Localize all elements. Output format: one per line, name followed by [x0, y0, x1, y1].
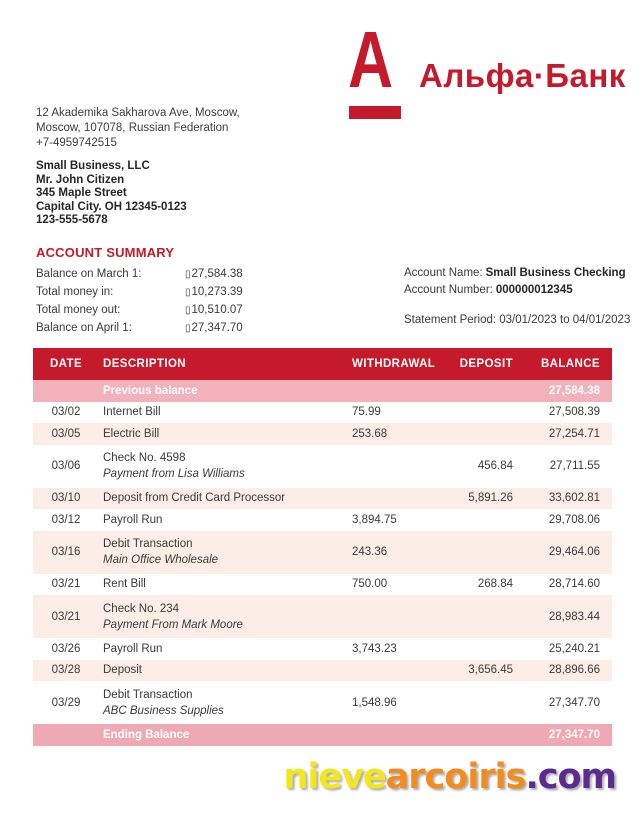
bank-address-block — [36, 106, 240, 151]
cell-balance: 27,254.71 — [548, 427, 600, 440]
account-summary-table — [36, 265, 243, 337]
table-row — [33, 681, 612, 724]
cell-description — [99, 595, 352, 638]
recipient-city: Capital City. OH 12345-0123 — [36, 200, 187, 213]
cell-balance: 27,711.55 — [549, 460, 600, 472]
summary-label: Total money out: — [36, 304, 121, 316]
description-text: Payroll Run — [103, 513, 163, 526]
bank-address-line: 12 Akademika Sakharova Ave, Moscow, — [36, 107, 240, 119]
description-text: Deposit — [103, 664, 142, 677]
cell-description — [99, 404, 352, 420]
cell-withdrawal: 75.99 — [352, 406, 381, 419]
cell-balance: 27,508.39 — [548, 406, 600, 419]
cell-date: 03/29 — [51, 696, 81, 709]
table-row — [33, 402, 612, 424]
bank-phone: +7-4959742515 — [36, 137, 117, 149]
summary-amount: 27,584.38 — [191, 268, 243, 280]
cell-balance: 28,714.60 — [548, 578, 600, 591]
description-subtext: Payment From Mark Moore — [103, 618, 243, 631]
account-number-line — [404, 282, 630, 299]
watermark-part-orange: arcoiris — [385, 757, 526, 797]
cell-balance: 28,983.44 — [548, 610, 600, 623]
summary-label: Balance on April 1: — [36, 322, 132, 334]
header-deposit: DEPOSIT — [459, 358, 513, 370]
description-text: Previous balance — [103, 384, 198, 397]
summary-row — [36, 283, 243, 301]
cell-date: 03/10 — [51, 492, 81, 505]
description-text: Rent Bill — [103, 578, 146, 591]
cell-date: 03/05 — [51, 427, 81, 440]
summary-value — [185, 268, 243, 280]
summary-row — [36, 319, 243, 337]
cell-balance: 29,464.06 — [548, 546, 600, 558]
recipient-street: 345 Maple Street — [36, 187, 127, 199]
table-row — [33, 638, 612, 660]
table-row — [33, 660, 612, 682]
bank-name: Альфа·Банк — [419, 57, 626, 94]
transactions-table-body — [33, 380, 612, 746]
cell-date: 03/21 — [51, 610, 81, 623]
table-summary-row — [33, 380, 612, 402]
recipient-company: Small Business, LLC — [36, 160, 150, 172]
summary-row — [36, 301, 243, 319]
account-name-label: Account Name: — [404, 267, 483, 279]
summary-row — [36, 265, 243, 283]
table-header-row — [33, 348, 612, 380]
cell-description — [99, 641, 352, 657]
missing-glyph-currency-icon: ▯ — [185, 269, 191, 280]
description-subtext: Main Office Wholesale — [103, 554, 219, 566]
cell-balance: 27,347.70 — [548, 728, 600, 741]
cell-description — [99, 576, 352, 592]
cell-deposit: 3,656.45 — [468, 664, 513, 677]
alfa-logo-underline — [349, 106, 401, 119]
cell-description — [99, 662, 352, 678]
summary-amount: 10,273.39 — [191, 286, 243, 298]
description-text: Debit Transaction — [103, 688, 193, 701]
summary-value — [185, 286, 243, 298]
cell-withdrawal: 750.00 — [352, 578, 388, 591]
cell-withdrawal: 253.68 — [352, 427, 388, 440]
cell-date: 03/28 — [51, 664, 81, 677]
description-text: Deposit from Credit Card Processor — [103, 492, 286, 505]
cell-date: 03/26 — [51, 642, 81, 655]
cell-balance: 29,708.06 — [548, 513, 600, 526]
header-date: DATE — [49, 358, 83, 370]
cell-description — [99, 531, 352, 574]
cell-withdrawal: 3,894.75 — [352, 513, 397, 526]
summary-value — [185, 322, 243, 334]
account-summary-title: ACCOUNT SUMMARY — [36, 245, 175, 260]
cell-deposit: 268.84 — [477, 578, 513, 591]
summary-label: Total money in: — [36, 286, 114, 298]
cell-balance: 27,584.38 — [548, 384, 600, 397]
missing-glyph-currency-icon: ▯ — [185, 305, 191, 316]
description-text: Electric Bill — [103, 427, 160, 440]
cell-withdrawal: 243.36 — [352, 546, 388, 558]
summary-label: Balance on March 1: — [36, 268, 142, 280]
description-text: Debit Transaction — [103, 538, 193, 550]
cell-withdrawal: 1,548.96 — [352, 696, 397, 709]
watermark-part-purple: .com — [525, 757, 616, 797]
cell-balance: 33,602.81 — [548, 492, 600, 505]
cell-deposit: 456.84 — [477, 460, 513, 472]
cell-description — [99, 681, 352, 724]
table-summary-row — [33, 724, 612, 746]
cell-date: 03/16 — [51, 546, 81, 558]
header-balance: BALANCE — [540, 358, 600, 370]
description-subtext: ABC Business Supplies — [103, 704, 224, 717]
cell-description — [99, 383, 352, 399]
description-text: Payroll Run — [103, 642, 163, 655]
bank-address-line: Moscow, 107078, Russian Federation — [36, 122, 229, 134]
cell-balance: 28,896.66 — [548, 664, 600, 677]
table-row — [33, 423, 612, 445]
watermark-part-yellow: nieve — [283, 757, 386, 797]
recipient-name: Mr. John Citizen — [36, 173, 125, 186]
account-info-block — [404, 265, 630, 329]
description-text: Check No. 4598 — [103, 452, 186, 464]
missing-glyph-currency-icon: ▯ — [185, 323, 191, 334]
cell-description — [99, 490, 352, 506]
transactions-table — [33, 348, 612, 746]
table-row — [33, 488, 612, 510]
cell-withdrawal: 3,743.23 — [352, 642, 397, 655]
header-description: DESCRIPTION — [103, 358, 186, 370]
cell-description — [99, 512, 352, 528]
watermark-text — [283, 757, 616, 797]
description-text: Ending Balance — [103, 728, 190, 741]
cell-deposit: 5,891.26 — [468, 492, 513, 505]
recipient-block — [36, 160, 187, 228]
description-subtext: Payment from Lisa Williams — [103, 468, 245, 480]
account-number-label: Account Number: — [404, 284, 493, 296]
cell-date: 03/02 — [51, 406, 81, 419]
description-text: Check No. 234 — [103, 602, 180, 615]
cell-date: 03/21 — [51, 578, 81, 591]
summary-value — [185, 304, 243, 316]
recipient-phone: 123-555-5678 — [36, 214, 108, 226]
account-number-value: 000000012345 — [495, 284, 573, 296]
cell-balance: 27,347.70 — [548, 696, 600, 709]
summary-amount: 27,347.70 — [191, 322, 243, 334]
missing-glyph-currency-icon: ▯ — [185, 287, 191, 298]
table-row — [33, 509, 612, 531]
table-row — [33, 574, 612, 596]
description-text: Internet Bill — [103, 406, 161, 419]
cell-date: 03/12 — [51, 513, 81, 526]
statement-period: Statement Period: 03/01/2023 to 04/01/2023 — [404, 314, 631, 326]
table-row — [33, 445, 612, 488]
summary-amount: 10,510.07 — [191, 304, 243, 316]
cell-balance: 25,240.21 — [548, 642, 600, 655]
alfa-logo-letter-icon: А — [348, 15, 394, 104]
account-name-value: Small Business Checking — [485, 267, 626, 279]
header-withdrawal: WITHDRAWAL — [352, 358, 436, 370]
account-name-line — [404, 265, 630, 282]
cell-description — [99, 727, 352, 743]
cell-description — [99, 445, 352, 488]
cell-date: 03/06 — [51, 460, 81, 472]
cell-description — [99, 426, 352, 442]
table-row — [33, 595, 612, 638]
table-row — [33, 531, 612, 574]
